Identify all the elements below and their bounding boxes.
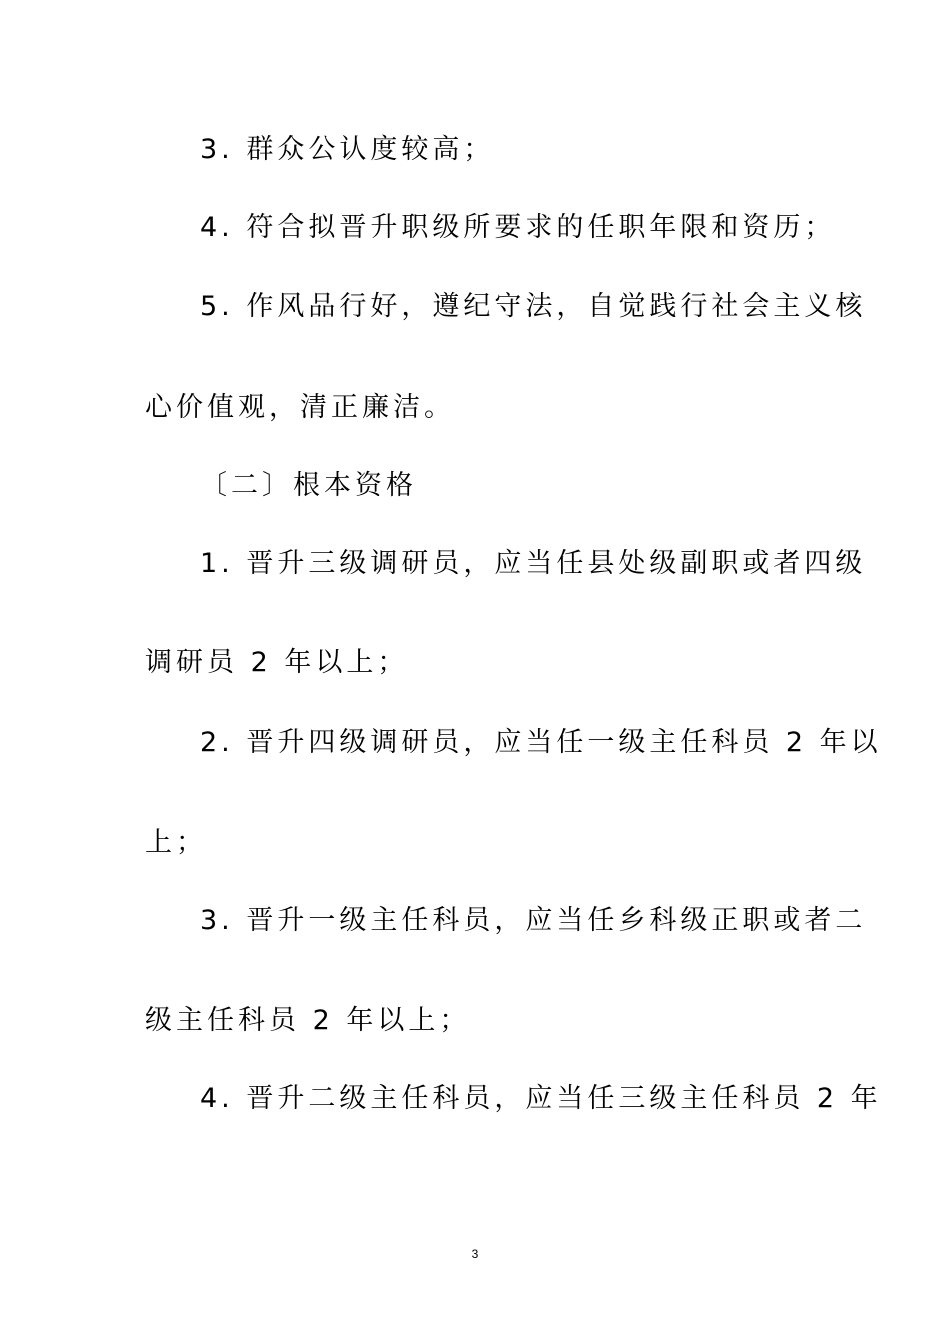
paragraph-line: 5. 作风品行好，遵纪守法，自觉践行社会主义核 [200, 291, 867, 322]
paragraph-line: 4. 符合拟晋升职级所要求的任职年限和资历； [200, 212, 836, 243]
paragraph-line: 上； [145, 827, 207, 858]
paragraph-line: 级主任科员 2 年以上； [145, 1005, 471, 1036]
paragraph-line: 心价值观，清正廉洁。 [145, 392, 455, 423]
paragraph-line: 2. 晋升四级调研员，应当任一级主任科员 2 年以 [200, 727, 882, 758]
paragraph-line: 3. 晋升一级主任科员，应当任乡科级正职或者二 [200, 905, 867, 936]
paragraph-line: 4. 晋升二级主任科员，应当任三级主任科员 2 年 [200, 1083, 882, 1114]
paragraph-line: 调研员 2 年以上； [145, 647, 409, 678]
section-heading: 〔二〕根本资格 [200, 470, 417, 501]
paragraph-line: 3. 群众公认度较高； [200, 134, 495, 165]
paragraph-line: 1. 晋升三级调研员，应当任县处级副职或者四级 [200, 548, 867, 579]
page-number: 3 [471, 1247, 479, 1261]
